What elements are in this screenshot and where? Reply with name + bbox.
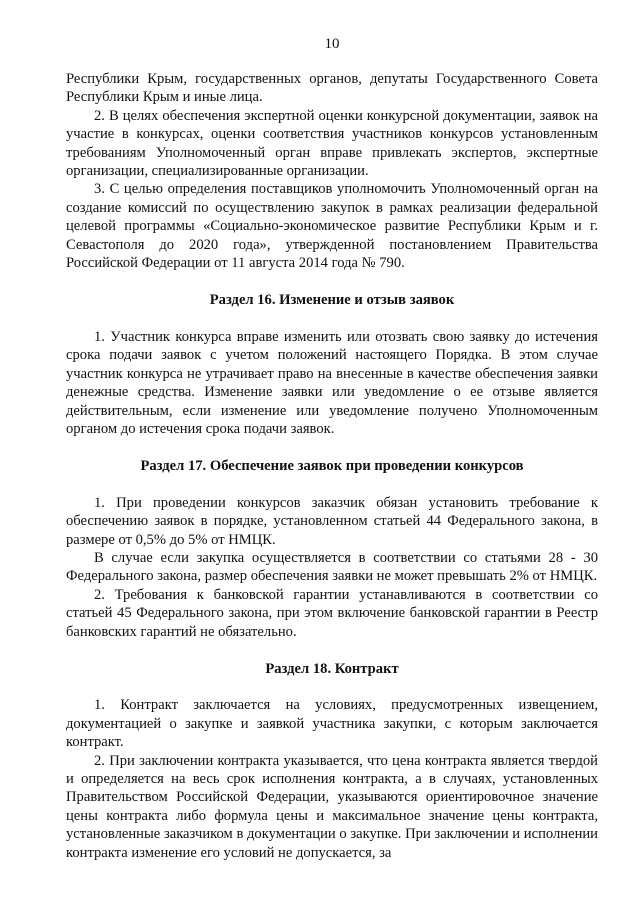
section-17-paragraph-1: 1. При проведении конкурсов заказчик обязан установить требование к обеспечению заявок в порядке, установленном статьей 44 Федерального закона, в размере от 0,5% до 5% от НМЦК. bbox=[66, 494, 598, 548]
section-18-paragraph-1: 1. Контракт заключается на условиях, предусмотренных извещением, документацией о закупке и заявкой участника закупки, с которым заключается контракт. bbox=[66, 697, 598, 751]
section-18-paragraph-2: 2. При заключении контракта указывается, что цена контракта является твердой и определяется на весь срок исполнения контракта, а в случаях, установленных Правительством Российской Федерации, указываются ориентировочное значение цены контракта либо формула цены и максимальное значение цены контракта, установленные заказчиком в документации о закупке. При заключении и исполнении контракта изменение его условий не допускается, за bbox=[66, 752, 598, 861]
section-17-heading: Раздел 17. Обеспечение заявок при проведении конкурсов bbox=[140, 458, 524, 475]
section-18-heading: Раздел 18. Контракт bbox=[265, 660, 399, 677]
section-17-paragraph-3: 2. Требования к банковской гарантии устанавливаются в соответствии со статьей 45 Федерального закона, при этом включение банковской гарантии в Реестр банковских гарантий не обязательно. bbox=[66, 586, 598, 640]
section-16-heading: Раздел 16. Изменение и отзыв заявок bbox=[209, 292, 455, 309]
document-body bbox=[66, 70, 598, 862]
section-17-paragraph-2: В случае если закупка осуществляется в соответствии со статьями 28 - 30 Федерального закона, размер обеспечения заявки не может превышать 2% от НМЦК. bbox=[66, 549, 598, 585]
page-number: 10 bbox=[324, 36, 340, 52]
paragraph-experts: 2. В целях обеспечения экспертной оценки конкурсной документации, заявок на участие в конкурсах, оценки соответствия участников конкурсов установленным требованиям Уполномоченный орган вправе привлекать экспертов, экспертные организации, специализированные организации. bbox=[66, 107, 598, 180]
section-16-paragraph-1: 1. Участник конкурса вправе изменить или отозвать свою заявку до истечения срока подачи заявок с учетом положений настоящего Порядка. В этом случае участник конкурса не утрачивает право на внесенные в качестве обеспечения заявки денежные средства. Изменение заявки или уведомление о ее отзыве является действительным, если изменение или уведомление получено Уполномоченным органом до истечения срока подачи заявок. bbox=[66, 328, 598, 437]
paragraph-continuation: Республики Крым, государственных органов, депутаты Государственного Совета Республики Крым и иные лица. bbox=[66, 71, 598, 106]
paragraph-commissions: 3. С целью определения поставщиков уполномочить Уполномоченный орган на создание комиссий по осуществлению закупок в рамках реализации федеральной целевой программы «Социально-экономическое развитие Республики Крым и г. Севастополя до 2020 года», утвержденной постановлением Правительства Российской Федерации от 11 августа 2014 года № 790. bbox=[66, 181, 598, 272]
